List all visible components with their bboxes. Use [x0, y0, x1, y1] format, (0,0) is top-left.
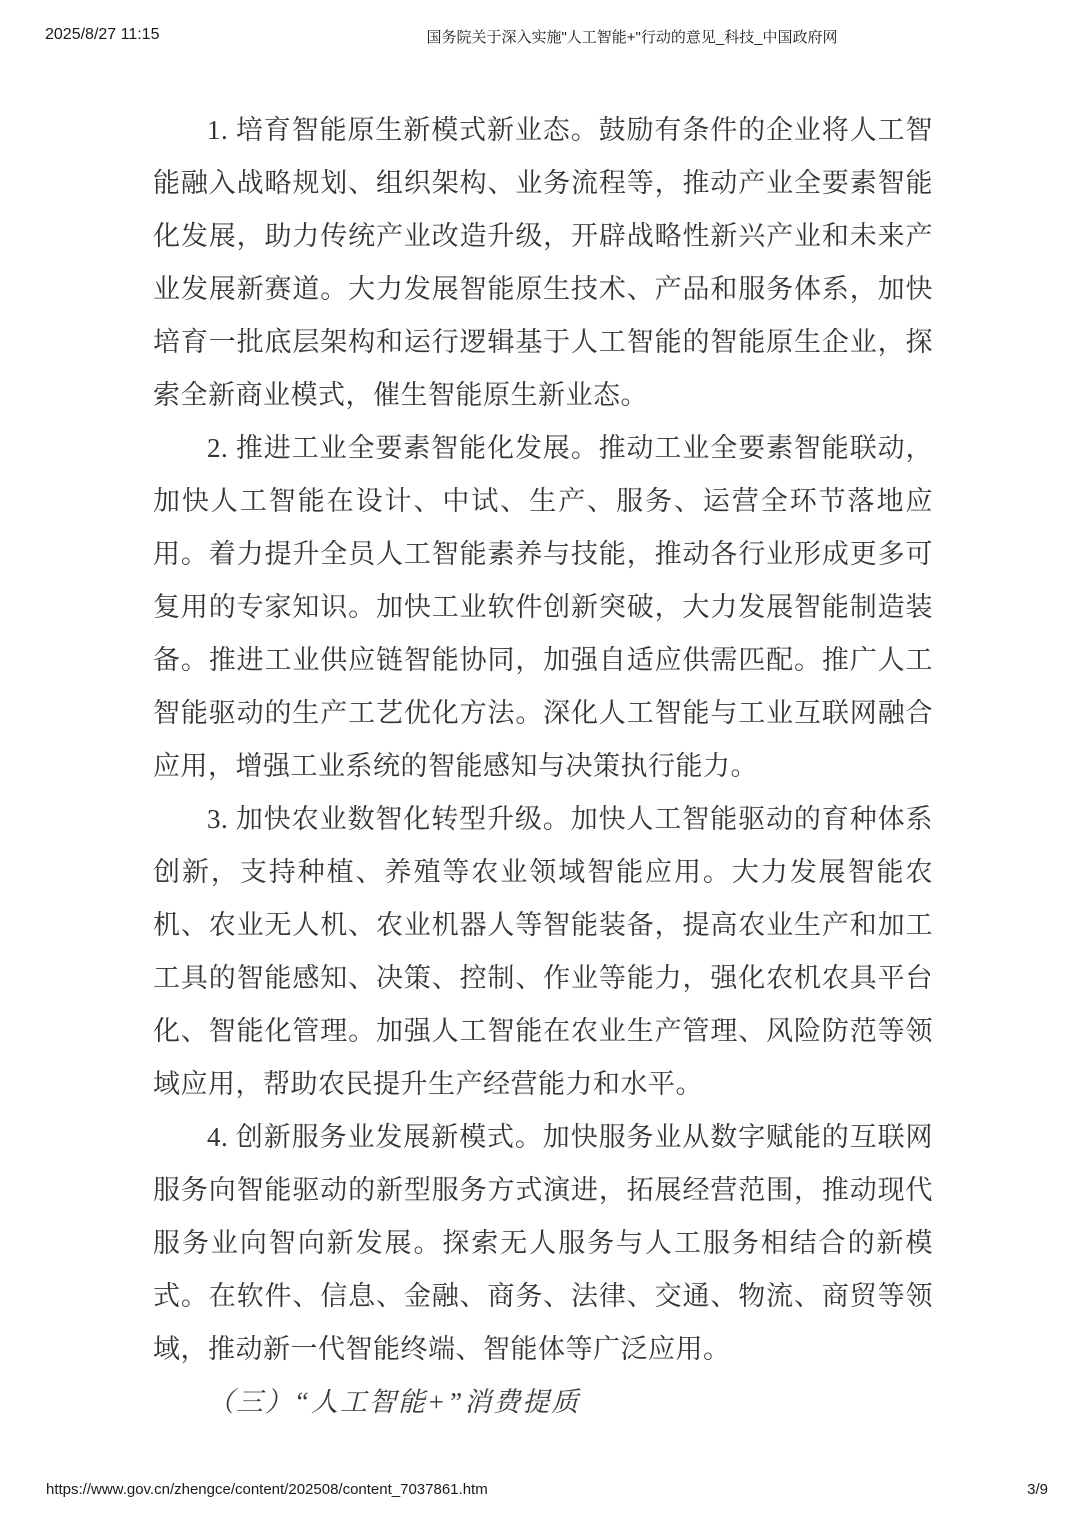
paragraph-2-industrial-intelligent-development: 2. 推进工业全要素智能化发展。推动工业全要素智能联动，加快人工智能在设计、中试、生产、服务、运营全环节落地应用。着力提升全员人工智能素养与技能，推动各行业形成更多可复用的专家知识。加快工业软件创新突破，大力发展智能制造装备。推进工业供应链智能协同，加强自适应供需匹配。推广人工智能驱动的生产工艺优化方法。深化人工智能与工业互联网融合应用，增强工业系统的智能感知与决策执行能力。 [153, 433, 933, 781]
print-footer [0, 1481, 1080, 1505]
paragraph-1-cultivate-intelligent-native-models: 1. 培育智能原生新模式新业态。鼓励有条件的企业将人工智能融入战略规划、组织架构、业务流程等，推动产业全要素智能化发展，助力传统产业改造升级，开辟战略性新兴产业和未来产业发展新赛道。大力发展智能原生技术、产品和服务体系，加快培育一批底层架构和运行逻辑基于人工智能的智能原生企业，探索全新商业模式，催生智能原生新业态。 [153, 115, 933, 410]
print-header [0, 26, 1080, 50]
header-datetime: 2025/8/27 11:15 [45, 26, 160, 43]
footer-page-number: 3/9 [1027, 1481, 1048, 1498]
section-heading-ai-plus-consumption: （三）“人工智能+”消费提质 [207, 1387, 581, 1417]
footer-source-url: https://www.gov.cn/zhengce/content/202508/content_7037861.htm [46, 1481, 488, 1498]
paragraph-3-agriculture-digital-transformation: 3. 加快农业数智化转型升级。加快人工智能驱动的育种体系创新，支持种植、养殖等农业领域智能应用。大力发展智能农机、农业无人机、农业机器人等智能装备，提高农业生产和加工工具的智能感知、决策、控制、作业等能力，强化农机农具平台化、智能化管理。加强人工智能在农业生产管理、风险防范等领域应用，帮助农民提升生产经营能力和水平。 [153, 804, 933, 1099]
document-body [153, 104, 933, 1429]
header-document-title: 国务院关于深入实施"人工智能+"行动的意见_科技_中国政府网 [426, 29, 838, 46]
paragraph-4-service-industry-new-models: 4. 创新服务业发展新模式。加快服务业从数字赋能的互联网服务向智能驱动的新型服务方式演进，拓展经营范围，推动现代服务业向智向新发展。探索无人服务与人工服务相结合的新模式。在软件、信息、金融、商务、法律、交通、物流、商贸等领域，推动新一代智能终端、智能体等广泛应用。 [153, 1122, 933, 1364]
